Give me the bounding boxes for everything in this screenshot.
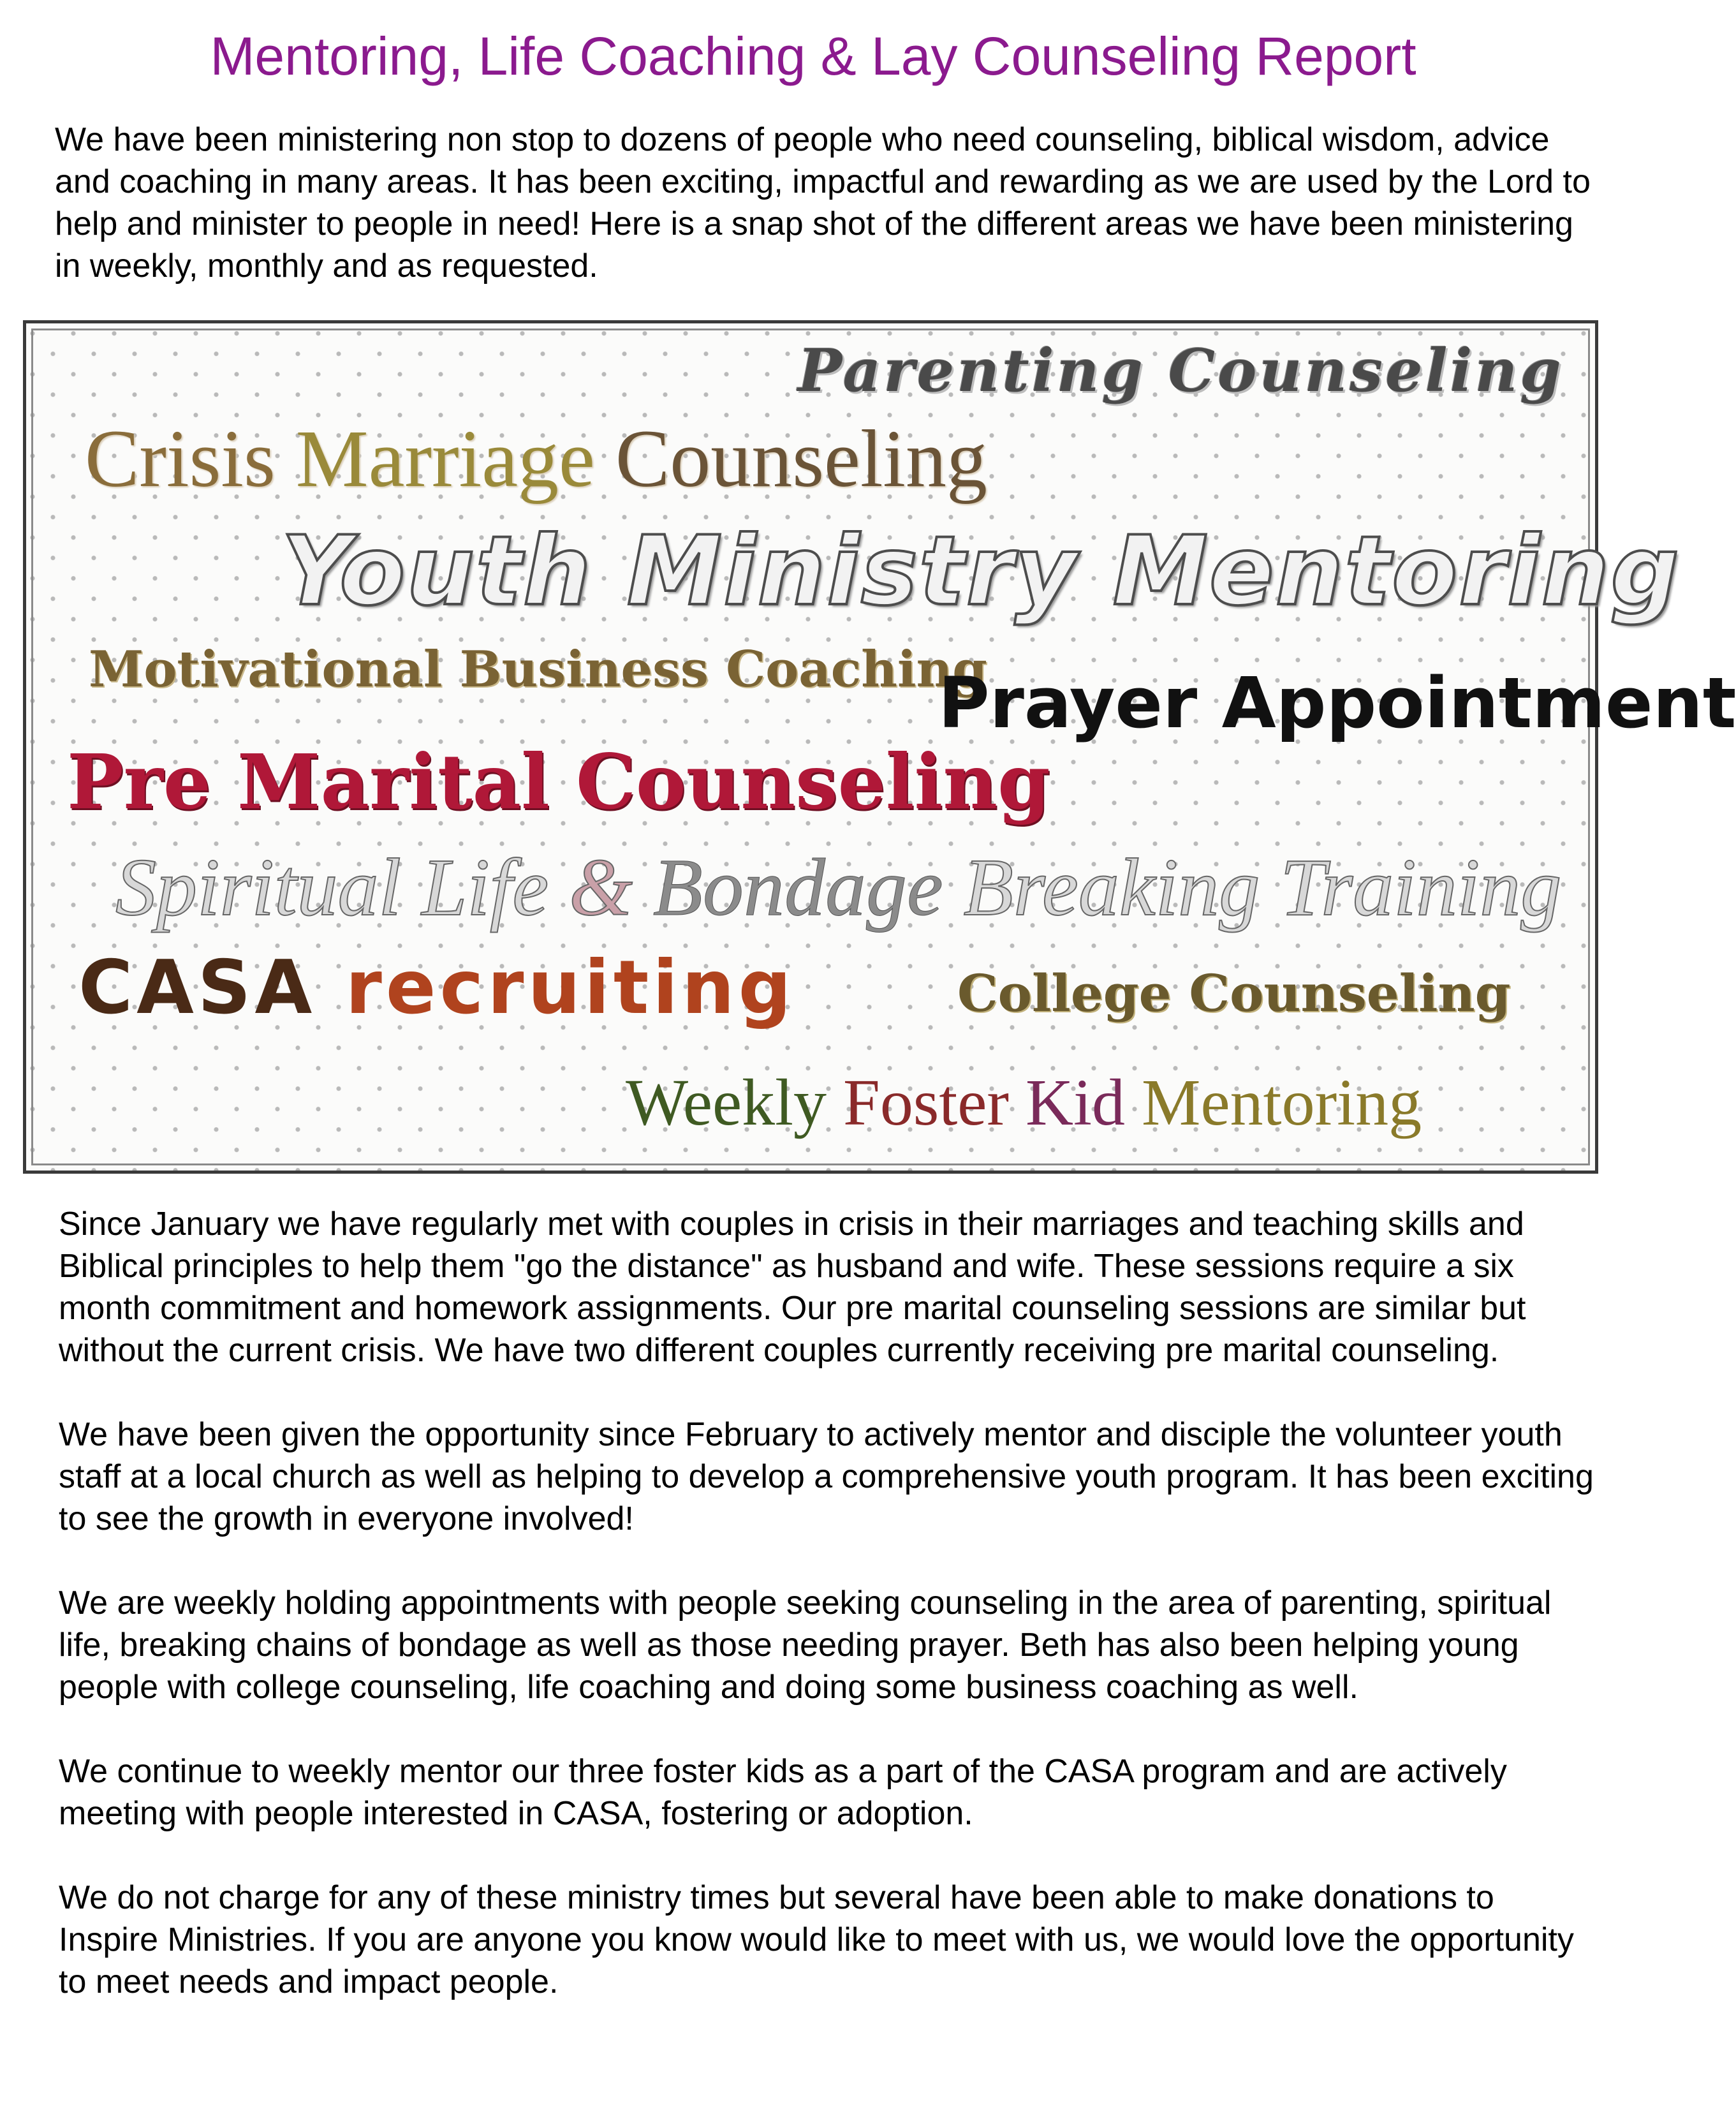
paragraph-foster-kids: We continue to weekly mentor our three foster kids as a part of the CASA program and are actively meeting with people interested in CASA, fostering or adoption.: [59, 1753, 1507, 1832]
ministry-areas-banner: [23, 320, 1736, 1174]
paragraph-youth-mentoring: We have been given the opportunity since February to actively mentor and disciple the volunteer youth staff at a local church as well as helping to develop a comprehensive youth program. It has been exciting to see the growth in everyone involved!: [59, 1416, 1594, 1537]
banner-word: Life: [422, 842, 549, 933]
banner-crisis-marriage-counseling: [85, 413, 987, 504]
banner-parenting-counseling: Parenting Counseling: [798, 336, 1564, 405]
banner-word: Training: [1280, 842, 1562, 933]
page-title: Mentoring, Life Coaching & Lay Counseling Report: [210, 26, 1416, 86]
banner-prayer-appointment: Prayer Appointment: [938, 662, 1736, 744]
paragraph-donations: We do not charge for any of these ministry times but several have been able to make donations to Inspire Ministries. If you are anyone you know would like to meet with us, we would love the opportunity to meet needs and impact people.: [59, 1879, 1574, 2000]
banner-word: CASA: [78, 945, 316, 1031]
banner-word: Mentoring: [1142, 1066, 1422, 1139]
banner-college-counseling: College Counseling: [957, 963, 1511, 1023]
banner-word: Bondage: [652, 842, 943, 933]
banner-word: Counseling: [615, 413, 987, 504]
banner-word: Foster: [843, 1066, 1010, 1139]
intro-paragraph: We have been ministering non stop to dozens of people who need counseling, biblical wisdom, advice and coaching in many areas. It has been exciting, impactful and rewarding as we are used by the Lord to help and minister to people in need! Here is a snap shot of the different areas we have been ministering in weekly, monthly and as requested.: [55, 121, 1591, 284]
banner-word: recruiting: [345, 945, 795, 1031]
banner-pre-marital-counseling: Pre Marital Counseling: [67, 737, 1050, 826]
banner-word: &: [569, 842, 633, 933]
banner-motivational-business-coaching: Motivational Business Coaching: [89, 640, 987, 698]
banner-word: Breaking: [963, 842, 1260, 933]
banner-word: Marriage: [295, 413, 595, 504]
banner-word: Weekly: [626, 1066, 827, 1139]
banner-casa-recruiting: [78, 945, 795, 1031]
banner-spiritual-life-bondage-breaking-training: [115, 842, 1562, 933]
banner-weekly-foster-kid-mentoring: [626, 1066, 1422, 1139]
banner-word: Spiritual: [115, 842, 402, 933]
paragraph-weekly-appointments: We are weekly holding appointments with people seeking counseling in the area of parenting, spiritual life, breaking chains of bondage as well as those needing prayer. Beth has also been helping young people with college counseling, life coaching and doing some business coaching as well.: [59, 1584, 1552, 1706]
report-body: [59, 1203, 1602, 2045]
banner-word: Kid: [1026, 1066, 1126, 1139]
banner-word: Crisis: [85, 413, 276, 504]
banner-youth-ministry-mentoring: Youth Ministry Mentoring: [281, 516, 1681, 627]
paragraph-marriage-counseling: Since January we have regularly met with couples in crisis in their marriages and teaching skills and Biblical principles to help them "go the distance" as husband and wife. These sessions require a six month commitment and homework assignments. Our pre marital counseling sessions are similar but without the current crisis. We have two different couples currently receiving pre marital counseling.: [59, 1206, 1526, 1369]
